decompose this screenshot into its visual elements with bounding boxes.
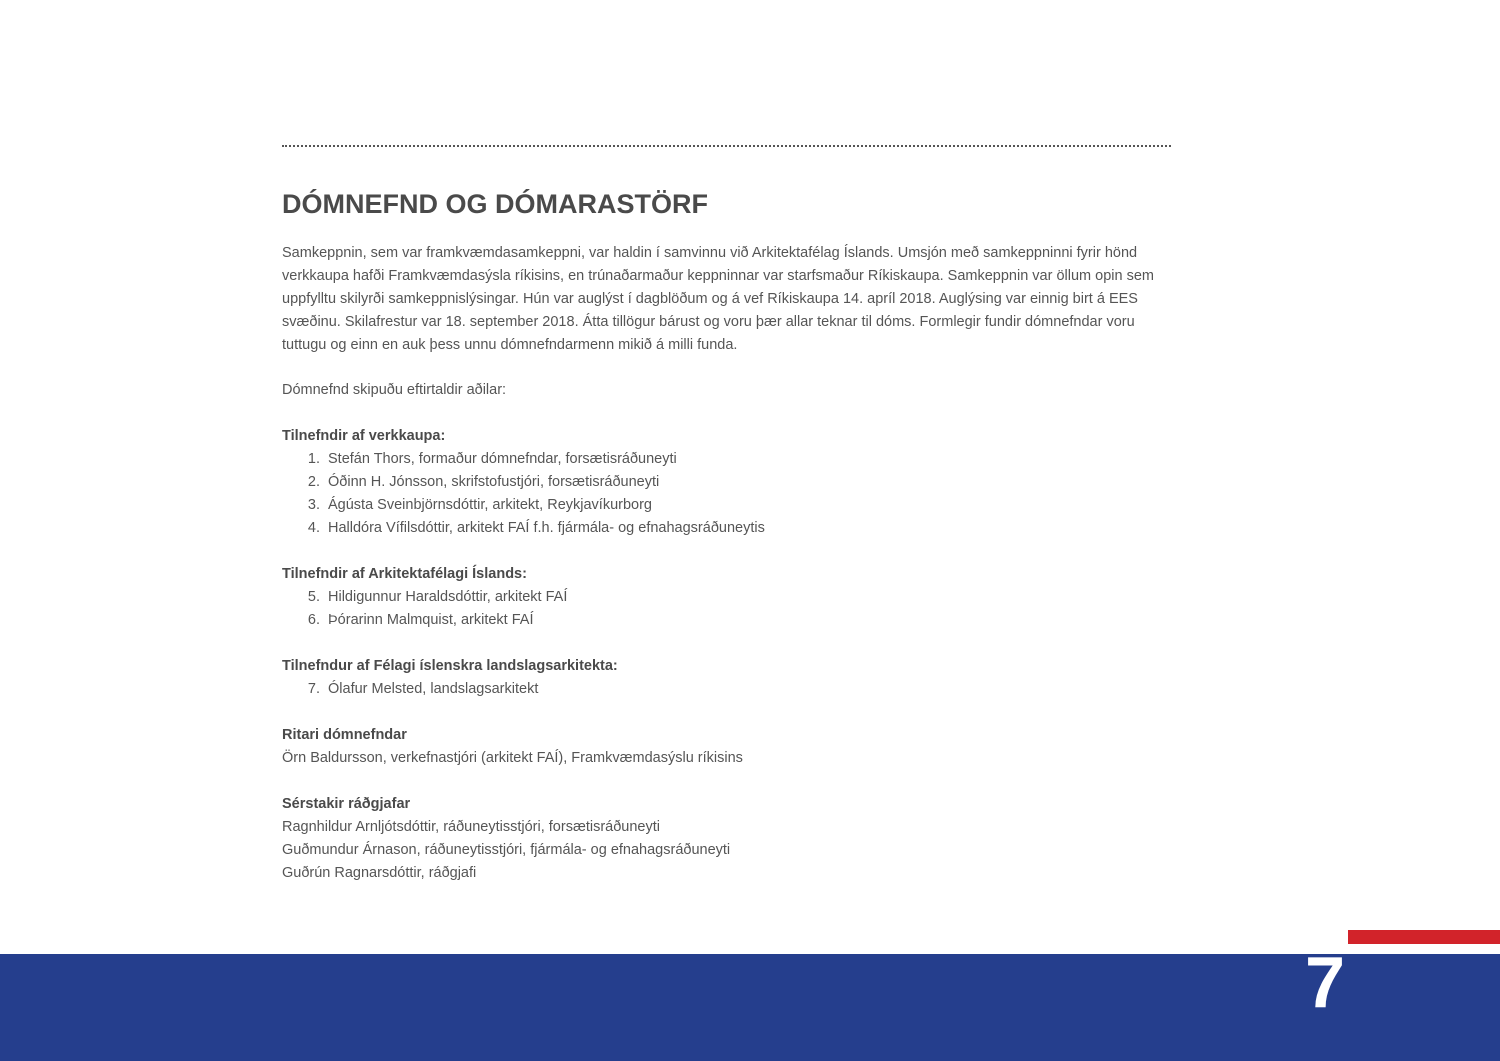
section-heading: Tilnefndur af Félagi íslenskra landslagsarkitekta: [282, 658, 618, 674]
section-client-nominees [282, 425, 1182, 540]
nominee-list [282, 448, 1182, 540]
dotted-divider [282, 145, 1171, 147]
list-item-text: Hildigunnur Haraldsdóttir, arkitekt FAÍ [328, 589, 568, 605]
list-item [282, 471, 1182, 494]
list-item-text: Óðinn H. Jónsson, skrifstofustjóri, forsætisráðuneyti [328, 474, 660, 490]
list-number: 7. [307, 681, 320, 697]
list-number: 3. [307, 497, 320, 513]
list-item [282, 586, 1182, 609]
advisor-line: Guðmundur Árnason, ráðuneytisstjóri, fjármála- og efnahagsráðuneyti [282, 842, 731, 858]
section-secretary [282, 724, 1182, 770]
page-content [282, 184, 1182, 885]
footer-band [0, 954, 1500, 1061]
list-item [282, 609, 1182, 632]
list-number: 4. [307, 520, 320, 536]
section-landscape-architects-nominee [282, 655, 1182, 701]
section-heading: Ritari dómnefndar [282, 727, 407, 743]
list-item [282, 448, 1182, 471]
list-item-text: Ólafur Melsted, landslagsarkitekt [328, 681, 539, 697]
jury-lead-text: Dómnefnd skipuðu eftirtaldir aðilar: [282, 382, 507, 398]
section-architects-association-nominees [282, 563, 1182, 632]
nominee-list [282, 678, 1182, 701]
list-item-text: Ágústa Sveinbjörnsdóttir, arkitekt, Reykjavíkurborg [328, 497, 652, 513]
section-heading: Sérstakir ráðgjafar [282, 796, 411, 812]
list-item [282, 494, 1182, 517]
advisor-line: Guðrún Ragnarsdóttir, ráðgjafi [282, 865, 477, 881]
secretary-line: Örn Baldursson, verkefnastjóri (arkitekt FAÍ), Framkvæmdasýslu ríkisins [282, 750, 743, 766]
accent-bar [1348, 930, 1500, 944]
list-item [282, 517, 1182, 540]
nominee-list [282, 586, 1182, 632]
page-number: 7 [1304, 943, 1346, 1023]
section-heading: Tilnefndir af verkkaupa: [282, 428, 446, 444]
list-item-text: Halldóra Vífilsdóttir, arkitekt FAÍ f.h. fjármála- og efnahagsráðuneytis [328, 520, 765, 536]
list-item [282, 678, 1182, 701]
list-number: 2. [307, 474, 320, 490]
section-advisors [282, 793, 1182, 885]
list-number: 6. [307, 612, 320, 628]
list-number: 1. [307, 451, 320, 467]
list-item-text: Þórarinn Malmquist, arkitekt FAÍ [328, 612, 534, 628]
advisor-line: Ragnhildur Arnljótsdóttir, ráðuneytisstjóri, forsætisráðuneyti [282, 819, 660, 835]
page-title: DÓMNEFND OG DÓMARASTÖRF [282, 189, 708, 219]
section-heading: Tilnefndir af Arkitektafélagi Íslands: [282, 566, 527, 582]
list-item-text: Stefán Thors, formaður dómnefndar, forsætisráðuneyti [328, 451, 677, 467]
list-number: 5. [307, 589, 320, 605]
intro-paragraph: Samkeppnin, sem var framkvæmdasamkeppni, var haldin í samvinnu við Arkitektafélag Íslands. Umsjón með samkeppninni fyrir hönd verkkaupa hafði Framkvæmdasýsla ríkisins, en trúnaðarmaður keppninnar var starfsmaður Ríkiskaupa. Samkeppnin var öllum opin sem uppfylltu skilyrði samkeppnislýsingar. Hún var auglýst í dagblöðum og á vef Ríkiskaupa 14. apríl 2018. Auglýsing var einnig birt á EES svæðinu. Skilafrestur var 18. september 2018. Átta tillögur bárust og voru þær allar teknar til dóms. Formlegir fundir dómnefndar voru tuttugu og einn en auk þess unnu dómnefndarmenn mikið á milli funda. [282, 245, 1154, 353]
